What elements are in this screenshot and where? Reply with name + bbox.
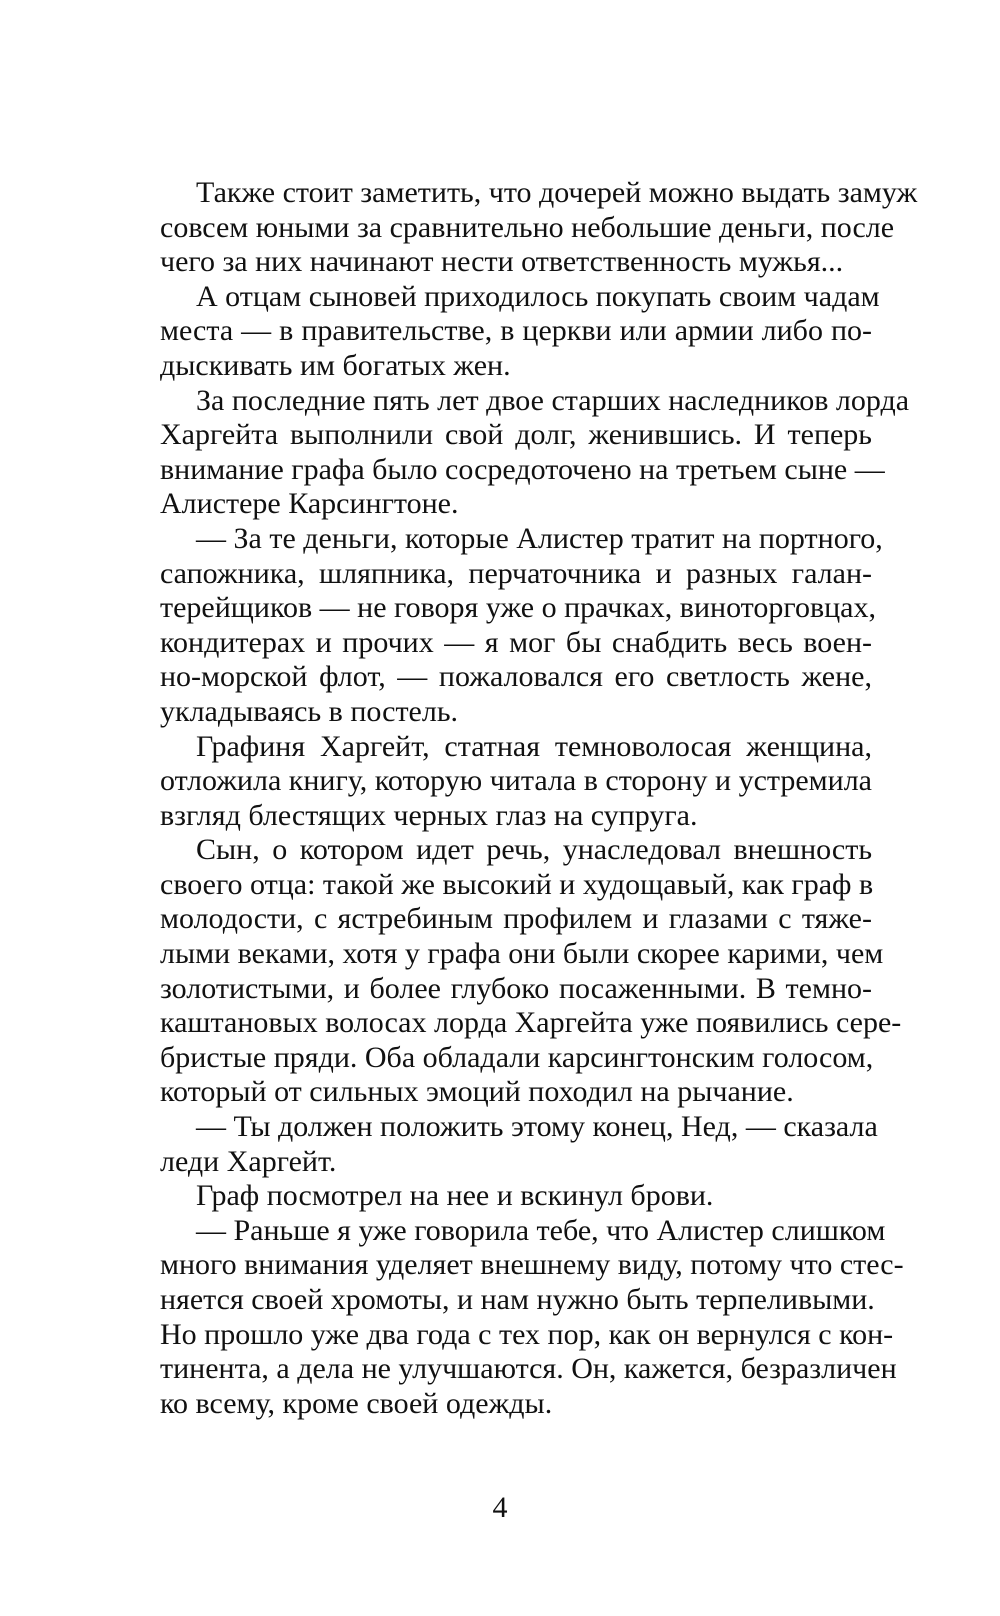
text-line: взгляд блестящих черных глаз на супруга. <box>160 798 698 832</box>
text-line: укладываясь в постель. <box>160 694 459 728</box>
text-line: но-морской флот, — пожаловался его светлость жене, <box>160 660 872 694</box>
text-line: — Ты должен положить этому конец, Нед, — сказала <box>196 1110 878 1144</box>
text-line: места — в правительстве, в церкви или армии либо по- <box>160 314 872 348</box>
text-line: который от сильных эмоций походил на рычание. <box>160 1075 794 1109</box>
text-line: отложила книгу, которую читала в сторону и устремила <box>160 764 872 798</box>
text-line: совсем юными за сравнительно небольшие деньги, после <box>160 210 895 244</box>
text-line: каштановых волосах лорда Харгейта уже появились сере- <box>160 1006 902 1040</box>
text-line: бристые пряди. Оба обладали карсингтонским голосом, <box>160 1040 874 1074</box>
text-line: дыскивать им богатых жен. <box>160 348 511 382</box>
text-line: няется своей хромоты, и нам нужно быть терпеливыми. <box>160 1283 875 1316</box>
text-line: лыми веками, хотя у графа они были скорее карими, чем <box>160 937 884 971</box>
text-line: За последние пять лет двое старших наследников лорда <box>196 383 910 417</box>
text-line: Графиня Харгейт, статная темноволосая женщина, <box>196 729 872 763</box>
page-number: 4 <box>492 1491 508 1524</box>
text-line: золотистыми, и более глубоко посаженными. В темно- <box>160 971 872 1005</box>
text-line: молодости, с ястребиным профилем и глазами с тяже- <box>160 902 872 936</box>
text-line: много внимания уделяет внешнему виду, потому что стес- <box>160 1248 904 1282</box>
text-line: Алистере Карсингтоне. <box>160 487 459 521</box>
text-line: сапожника, шляпника, перчаточника и разных галан- <box>160 556 872 590</box>
text-line: — За те деньги, которые Алистер тратит на портного, <box>196 521 883 555</box>
text-line: — Раньше я уже говорила тебе, что Алистер слишком <box>196 1213 886 1247</box>
text-line: А отцам сыновей приходилось покупать своим чадам <box>196 279 880 313</box>
text-line: Также стоит заметить, что дочерей можно выдать замуж <box>196 176 918 209</box>
text-line: терейщиков — не говоря уже о прачках, виноторговцах, <box>160 591 876 625</box>
text-line: своего отца: такой же высокий и худощавый, как граф в <box>160 867 874 901</box>
text-line: ко всему, кроме своей одежды. <box>160 1386 553 1420</box>
text-line: Но прошло уже два года с тех пор, как он вернулся с кон- <box>160 1317 894 1351</box>
text-line: леди Харгейт. <box>160 1144 337 1178</box>
text-line: внимание графа было сосредоточено на третьем сыне — <box>160 452 885 486</box>
text-line: чего за них начинают нести ответственность мужья... <box>160 245 844 279</box>
text-line: Сын, о котором идет речь, унаследовал внешность <box>196 833 872 867</box>
text-line: тинента, а дела не улучшаются. Он, кажется, безразличен <box>160 1352 897 1386</box>
text-line: Граф посмотрел на нее и вскинул брови. <box>196 1179 714 1213</box>
text-line: Харгейта выполнили свой долг, женившись. И теперь <box>160 418 872 452</box>
text-line: кондитерах и прочих — я мог бы снабдить весь воен- <box>160 625 872 659</box>
body-text <box>160 176 918 1421</box>
